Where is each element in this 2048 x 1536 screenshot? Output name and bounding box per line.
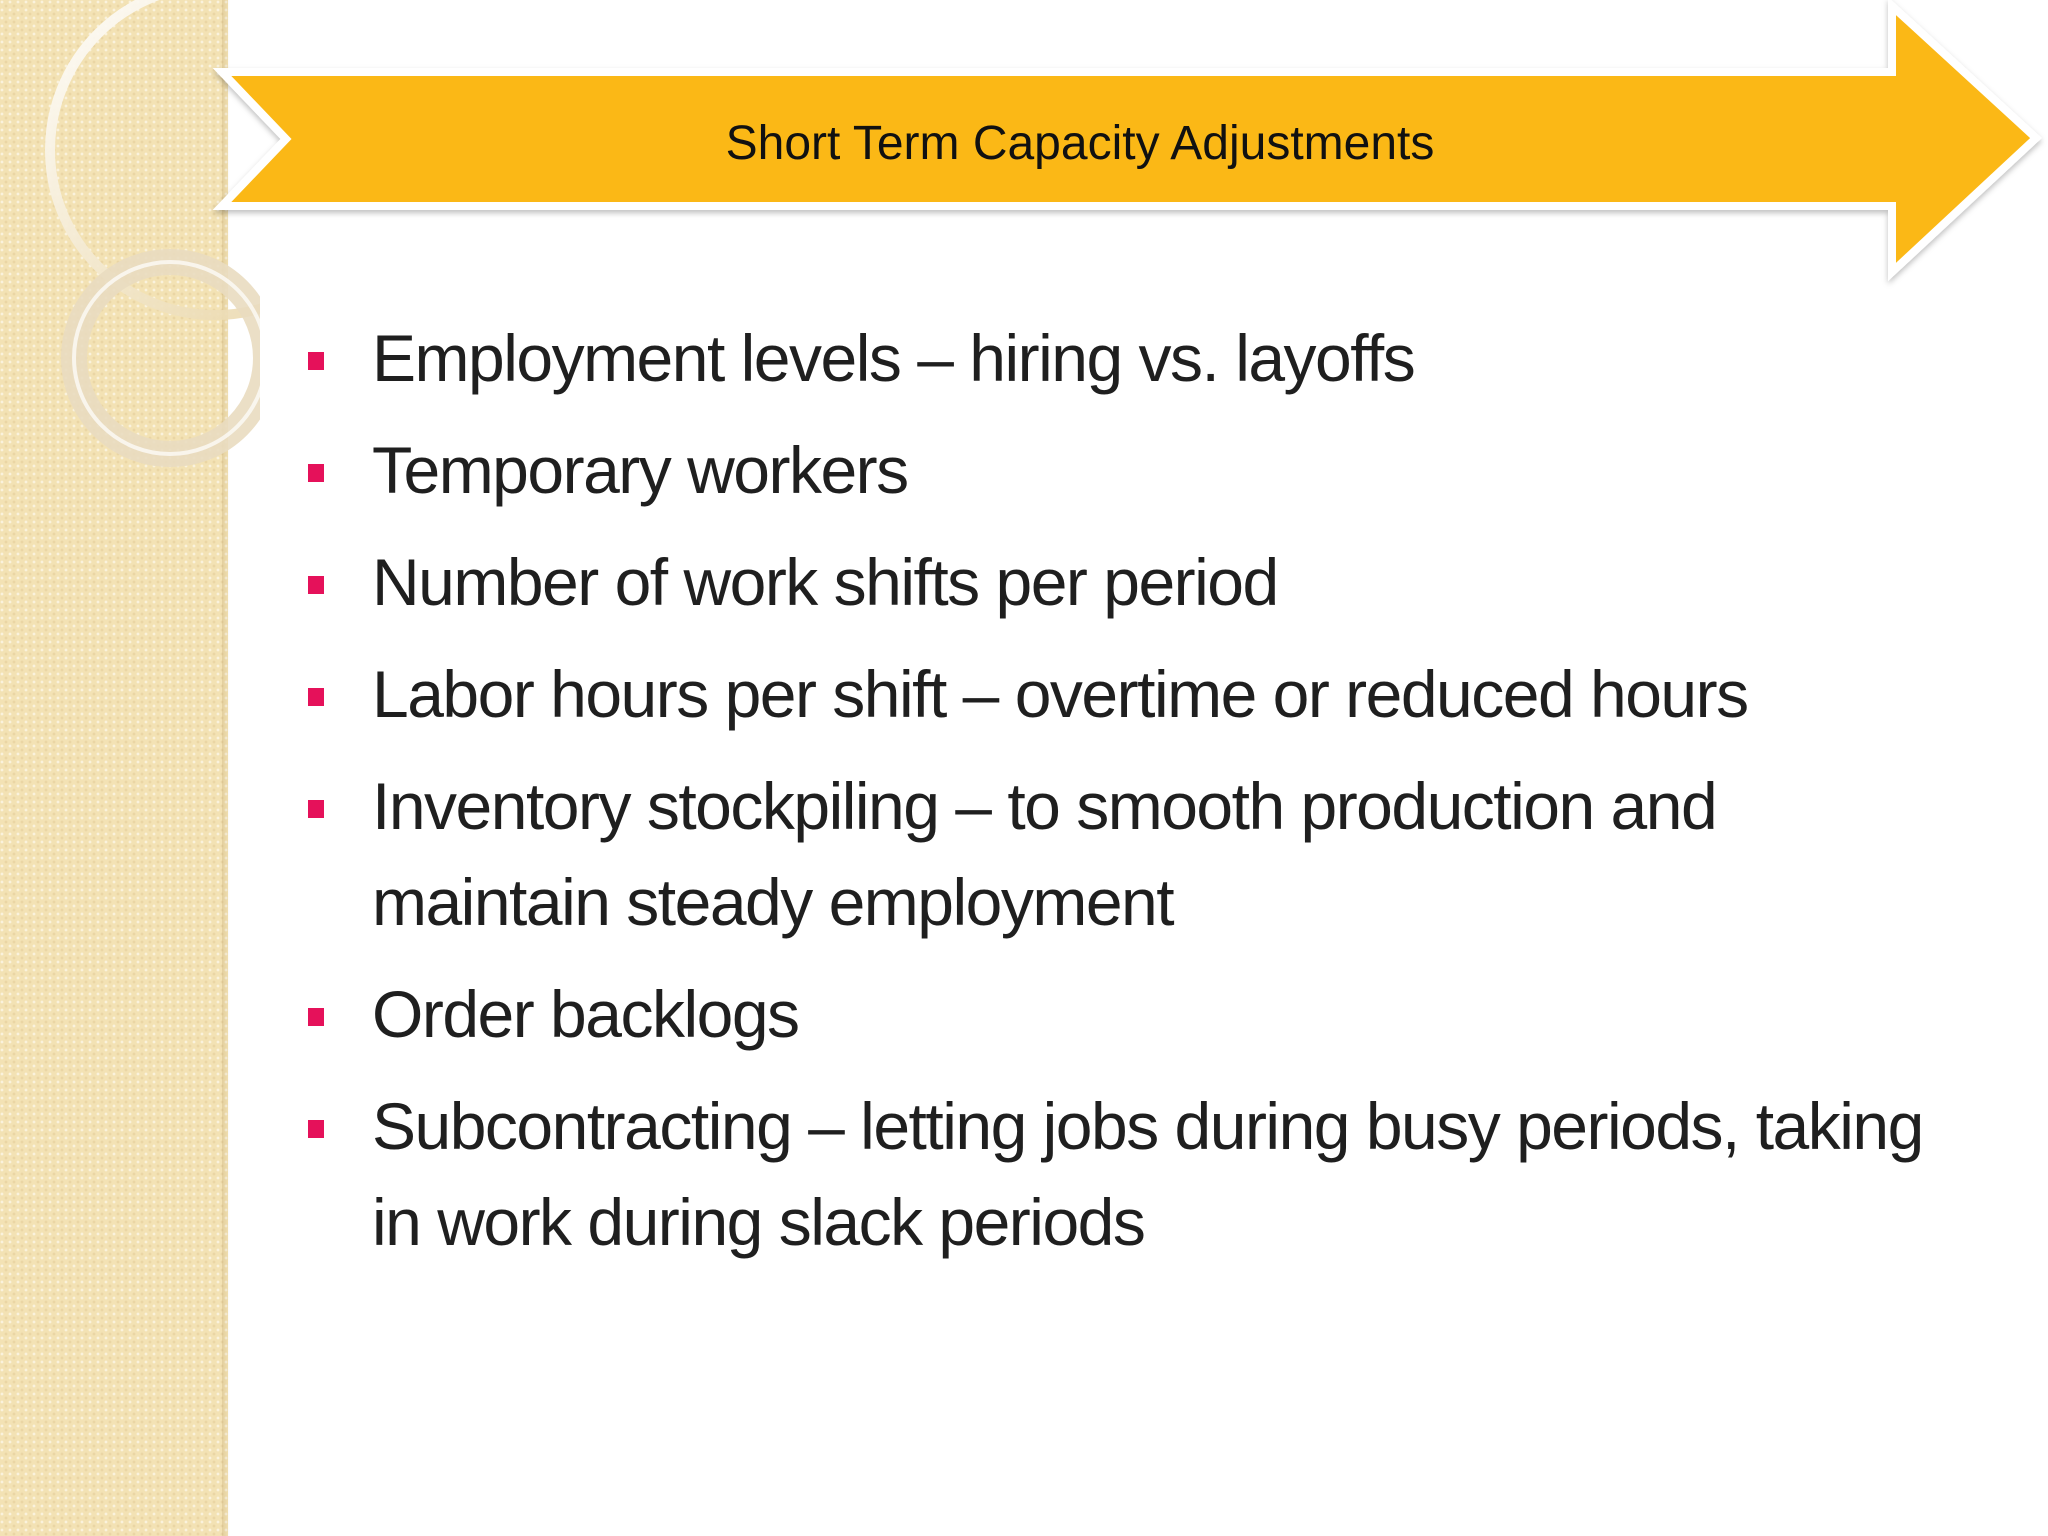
bullet-list xyxy=(300,310,1940,1286)
bullet-text: Subcontracting – letting jobs during busy periods, taking in work during slack periods xyxy=(372,1089,1923,1259)
bullet-text: Number of work shifts per period xyxy=(372,545,1278,619)
bullet-item xyxy=(300,646,1940,742)
bullet-text: Inventory stockpiling – to smooth production and maintain steady employment xyxy=(372,769,1717,939)
bullet-item xyxy=(300,310,1940,406)
square-bullet-icon xyxy=(308,688,324,706)
square-bullet-icon xyxy=(308,800,324,818)
slide-title: Short Term Capacity Adjustments xyxy=(725,117,1435,170)
square-bullet-icon xyxy=(308,1008,324,1026)
bullet-item xyxy=(300,422,1940,518)
bullet-item xyxy=(300,966,1940,1062)
bullet-item xyxy=(300,1078,1940,1270)
bullet-text: Employment levels – hiring vs. layoffs xyxy=(372,321,1415,395)
bullet-item xyxy=(300,534,1940,630)
bullet-item xyxy=(300,758,1940,950)
bullet-text: Temporary workers xyxy=(372,433,908,507)
square-bullet-icon xyxy=(308,464,324,482)
square-bullet-icon xyxy=(308,576,324,594)
square-bullet-icon xyxy=(308,352,324,370)
bullet-text: Labor hours per shift – overtime or reduced hours xyxy=(372,657,1748,731)
bullet-text: Order backlogs xyxy=(372,977,799,1051)
content-area xyxy=(300,300,1940,1536)
square-bullet-icon xyxy=(308,1120,324,1138)
